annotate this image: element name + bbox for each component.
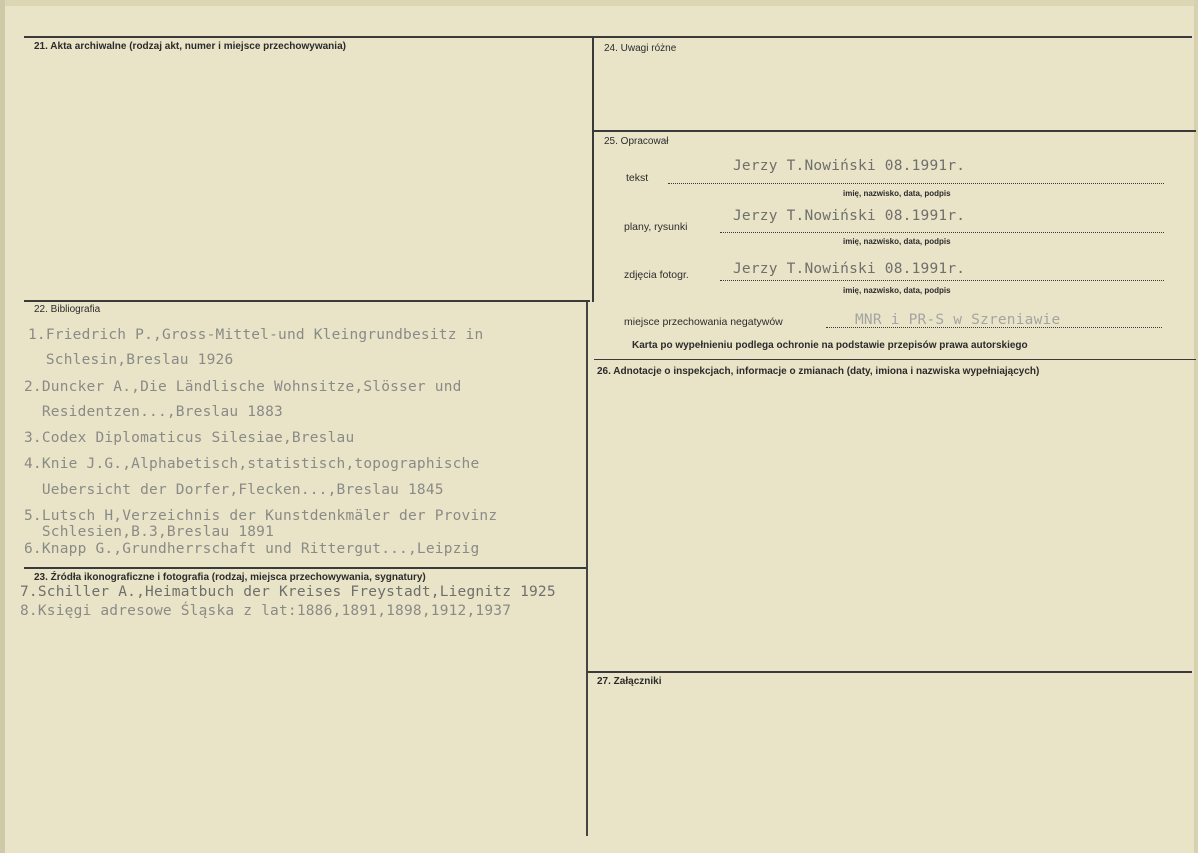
plany-value: Jerzy T.Nowiński 08.1991r.: [733, 208, 966, 224]
center-vertical-rule: [592, 36, 594, 302]
left-rule-22: [24, 300, 590, 302]
bibliografia-line-2: Schlesin,Breslau 1926: [28, 352, 234, 368]
bibliografia-line-4: Residentzen...,Breslau 1883: [24, 404, 283, 420]
zrodla-line-2: 8.Księgi adresowe Śląska z lat:1886,1891,1898,1912,1937: [20, 603, 512, 619]
right-rule-25: [594, 130, 1196, 132]
field-27-label: 27. Załączniki: [597, 676, 662, 687]
field-26-label: 26. Adnotacje o inspekcjach, informacje o zmianach (daty, imiona i nazwiska wypełniających): [597, 366, 1040, 377]
bibliografia-line-7: Uebersicht der Dorfer,Flecken...,Breslau 1845: [24, 482, 444, 498]
field-23-label: 23. Źródła ikonograficzne i fotografia (rodzaj, miejsca przechowywania, sygnatury): [34, 572, 426, 583]
zdjecia-label: zdjęcia fotogr.: [624, 269, 689, 281]
tekst-label: tekst: [626, 172, 649, 184]
paper-edge-left: [0, 0, 5, 853]
plany-caption: imię, nazwisko, data, podpis: [843, 237, 951, 246]
paper-edge-top: [0, 0, 1198, 6]
bibliografia-line-8: 5.Lutsch H,Verzeichnis der Kunstdenkmäler der Provinz: [24, 508, 498, 524]
top-rule: [24, 36, 1192, 38]
tekst-caption: imię, nazwisko, data, podpis: [843, 189, 951, 198]
bibliografia-line-6: 4.Knie J.G.,Alphabetisch,statistisch,topographische: [24, 456, 480, 472]
right-rule-26: [594, 359, 1196, 360]
tekst-value: Jerzy T.Nowiński 08.1991r.: [733, 158, 966, 174]
bibliografia-line-9: Schlesien,B.3,Breslau 1891: [24, 524, 275, 540]
field-21-label: 21. Akta archiwalne (rodzaj akt, numer i miejsce przechowywania): [34, 41, 346, 52]
negatywy-label: miejsce przechowania negatywów: [624, 316, 783, 328]
field-22-label: 22. Bibliografia: [34, 304, 101, 315]
zdjecia-value: Jerzy T.Nowiński 08.1991r.: [733, 261, 966, 277]
bibliografia-line-5: 3.Codex Diplomaticus Silesiae,Breslau: [24, 430, 355, 446]
copyright-note: Karta po wypełnieniu podlega ochronie na podstawie przepisów prawa autorskiego: [632, 340, 1028, 351]
bibliografia-line-3: 2.Duncker A.,Die Ländlische Wohnsitze,Slösser und: [24, 379, 462, 395]
zdjecia-caption: imię, nazwisko, data, podpis: [843, 286, 951, 295]
field-24-label: 24. Uwagi różne: [604, 43, 677, 54]
tekst-dotted-line: [668, 182, 1164, 184]
plany-label: plany, rysunki: [624, 221, 688, 233]
plany-dotted-line: [720, 231, 1164, 233]
left-rule-23: [24, 567, 586, 569]
negatywy-value: MNR i PR-S w Szreniawie: [855, 312, 1061, 328]
zdjecia-dotted-line: [720, 279, 1164, 281]
bibliografia-line-10: 6.Knapp G.,Grundherrschaft und Rittergut...,Leipzig: [24, 541, 480, 557]
right-rule-27: [588, 671, 1192, 673]
zrodla-line-1: 7.Schiller A.,Heimatbuch der Kreises Freystadt,Liegnitz 1925: [20, 584, 556, 600]
center-vertical-rule-lower: [586, 302, 588, 836]
field-25-label: 25. Opracował: [604, 136, 669, 147]
bibliografia-line-1: 1.Friedrich P.,Gross-Mittel-und Kleingrundbesitz in: [28, 327, 484, 343]
paper-edge-right: [1194, 0, 1198, 853]
